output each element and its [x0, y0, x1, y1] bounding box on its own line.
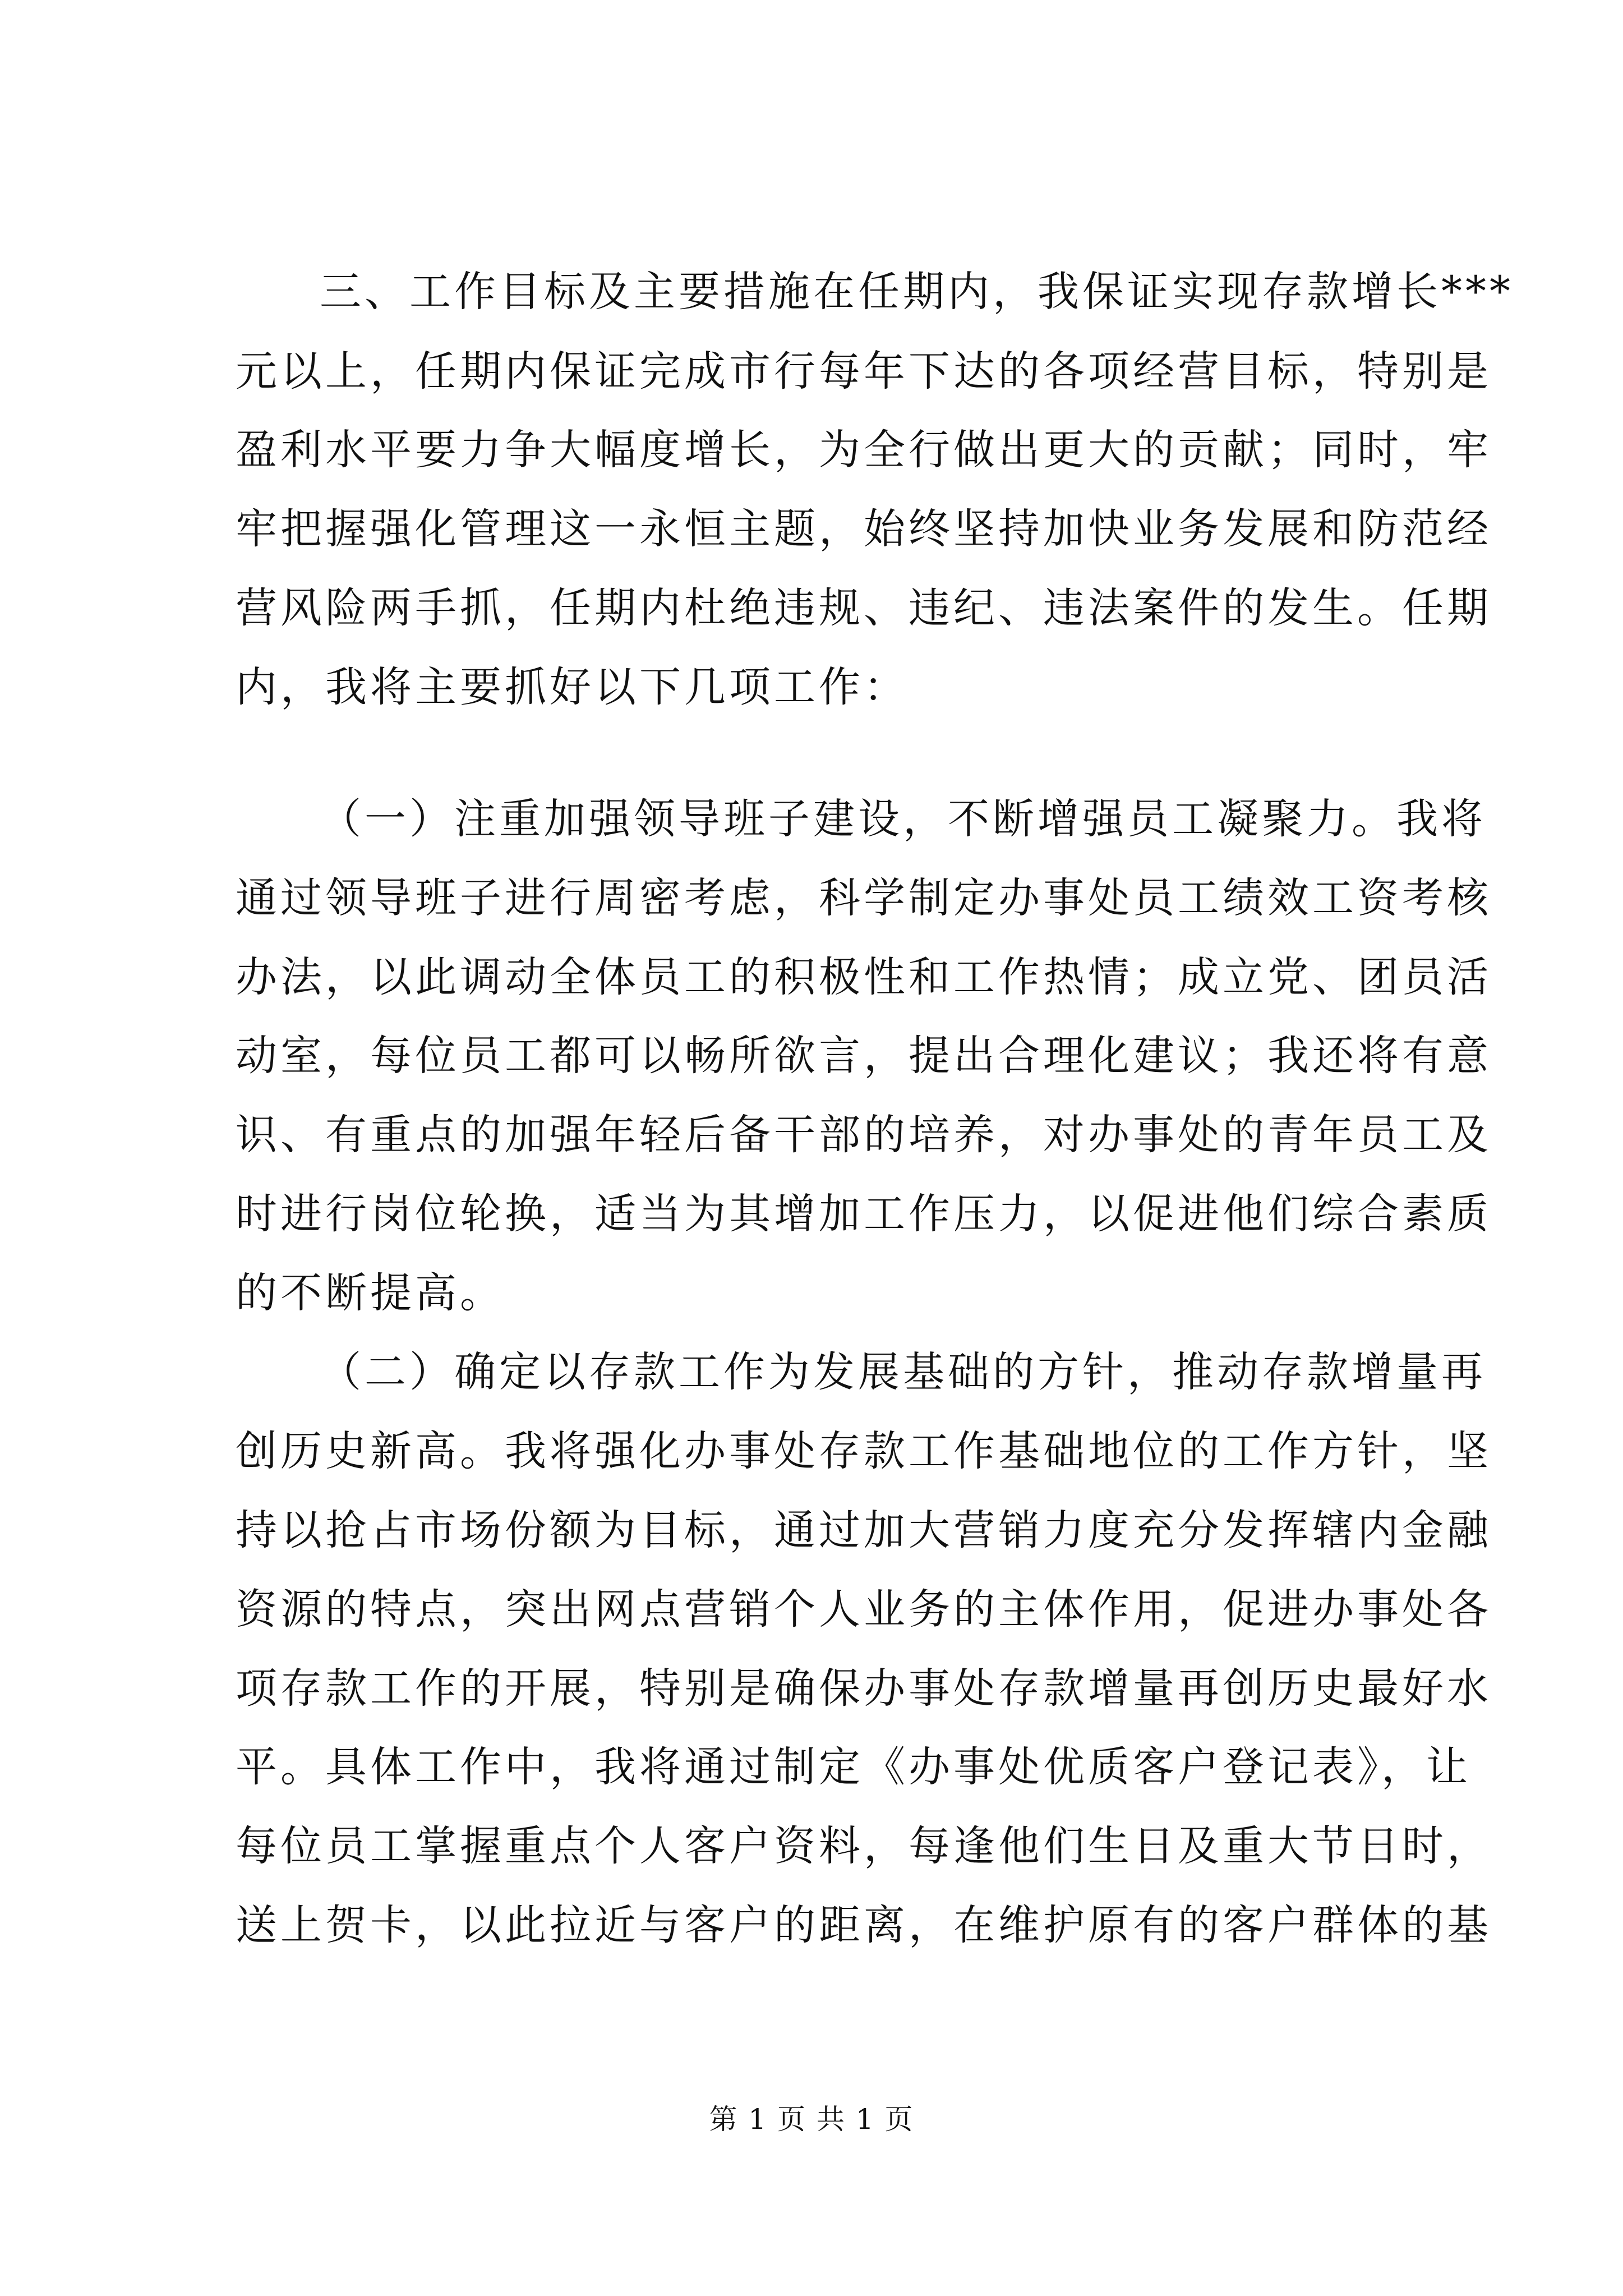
paragraph-line: （二）确定以存款工作为发展基础的方针，推动存款增量再	[320, 1348, 1486, 1396]
paragraph-line: 时进行岗位轮换，适当为其增加工作压力，以促进他们综合素质	[236, 1190, 1492, 1238]
paragraph-line: 牢把握强化管理这一永恒主题，始终坚持加快业务发展和防范经	[236, 505, 1492, 553]
paragraph-line: 内，我将主要抓好以下几项工作：	[236, 663, 909, 711]
paragraph-line: 三、工作目标及主要措施在任期内，我保证实现存款增长***	[320, 268, 1514, 316]
paragraph-line: （一）注重加强领导班子建设，不断增强员工凝聚力。我将	[320, 795, 1486, 843]
paragraph-line: 营风险两手抓，任期内杜绝违规、违纪、违法案件的发生。任期	[236, 584, 1492, 632]
paragraph-line: 资源的特点，突出网点营销个人业务的主体作用，促进办事处各	[236, 1585, 1492, 1634]
paragraph-line: 动室，每位员工都可以畅所欲言，提出合理化建议；我还将有意	[236, 1032, 1492, 1080]
paragraph-line: 持以抢占市场份额为目标，通过加大营销力度充分发挥辖内金融	[236, 1506, 1492, 1554]
paragraph-line: 盈利水平要力争大幅度增长，为全行做出更大的贡献；同时，牢	[236, 426, 1492, 474]
paragraph-line: 办法，以此调动全体员工的积极性和工作热情；成立党、团员活	[236, 953, 1492, 1001]
paragraph-line: 送上贺卡，以此拉近与客户的距离，在维护原有的客户群体的基	[236, 1901, 1492, 1949]
page-footer: 第 1 页 共 1 页	[709, 2103, 914, 2136]
paragraph-line: 项存款工作的开展，特别是确保办事处存款增量再创历史最好水	[236, 1664, 1492, 1713]
paragraph-line: 的不断提高。	[236, 1269, 505, 1317]
paragraph-line: 元以上，任期内保证完成市行每年下达的各项经营目标，特别是	[236, 347, 1492, 395]
paragraph-line: 识、有重点的加强年轻后备干部的培养，对办事处的青年员工及	[236, 1111, 1492, 1159]
paragraph-line: 平。具体工作中，我将通过制定《办事处优质客户登记表》，让	[236, 1743, 1471, 1791]
paragraph-line: 通过领导班子进行周密考虑，科学制定办事处员工绩效工资考核	[236, 874, 1492, 922]
paragraph-line: 每位员工掌握重点个人客户资料，每逢他们生日及重大节日时，	[236, 1822, 1492, 1870]
paragraph-line: 创历史新高。我将强化办事处存款工作基础地位的工作方针，坚	[236, 1427, 1492, 1475]
